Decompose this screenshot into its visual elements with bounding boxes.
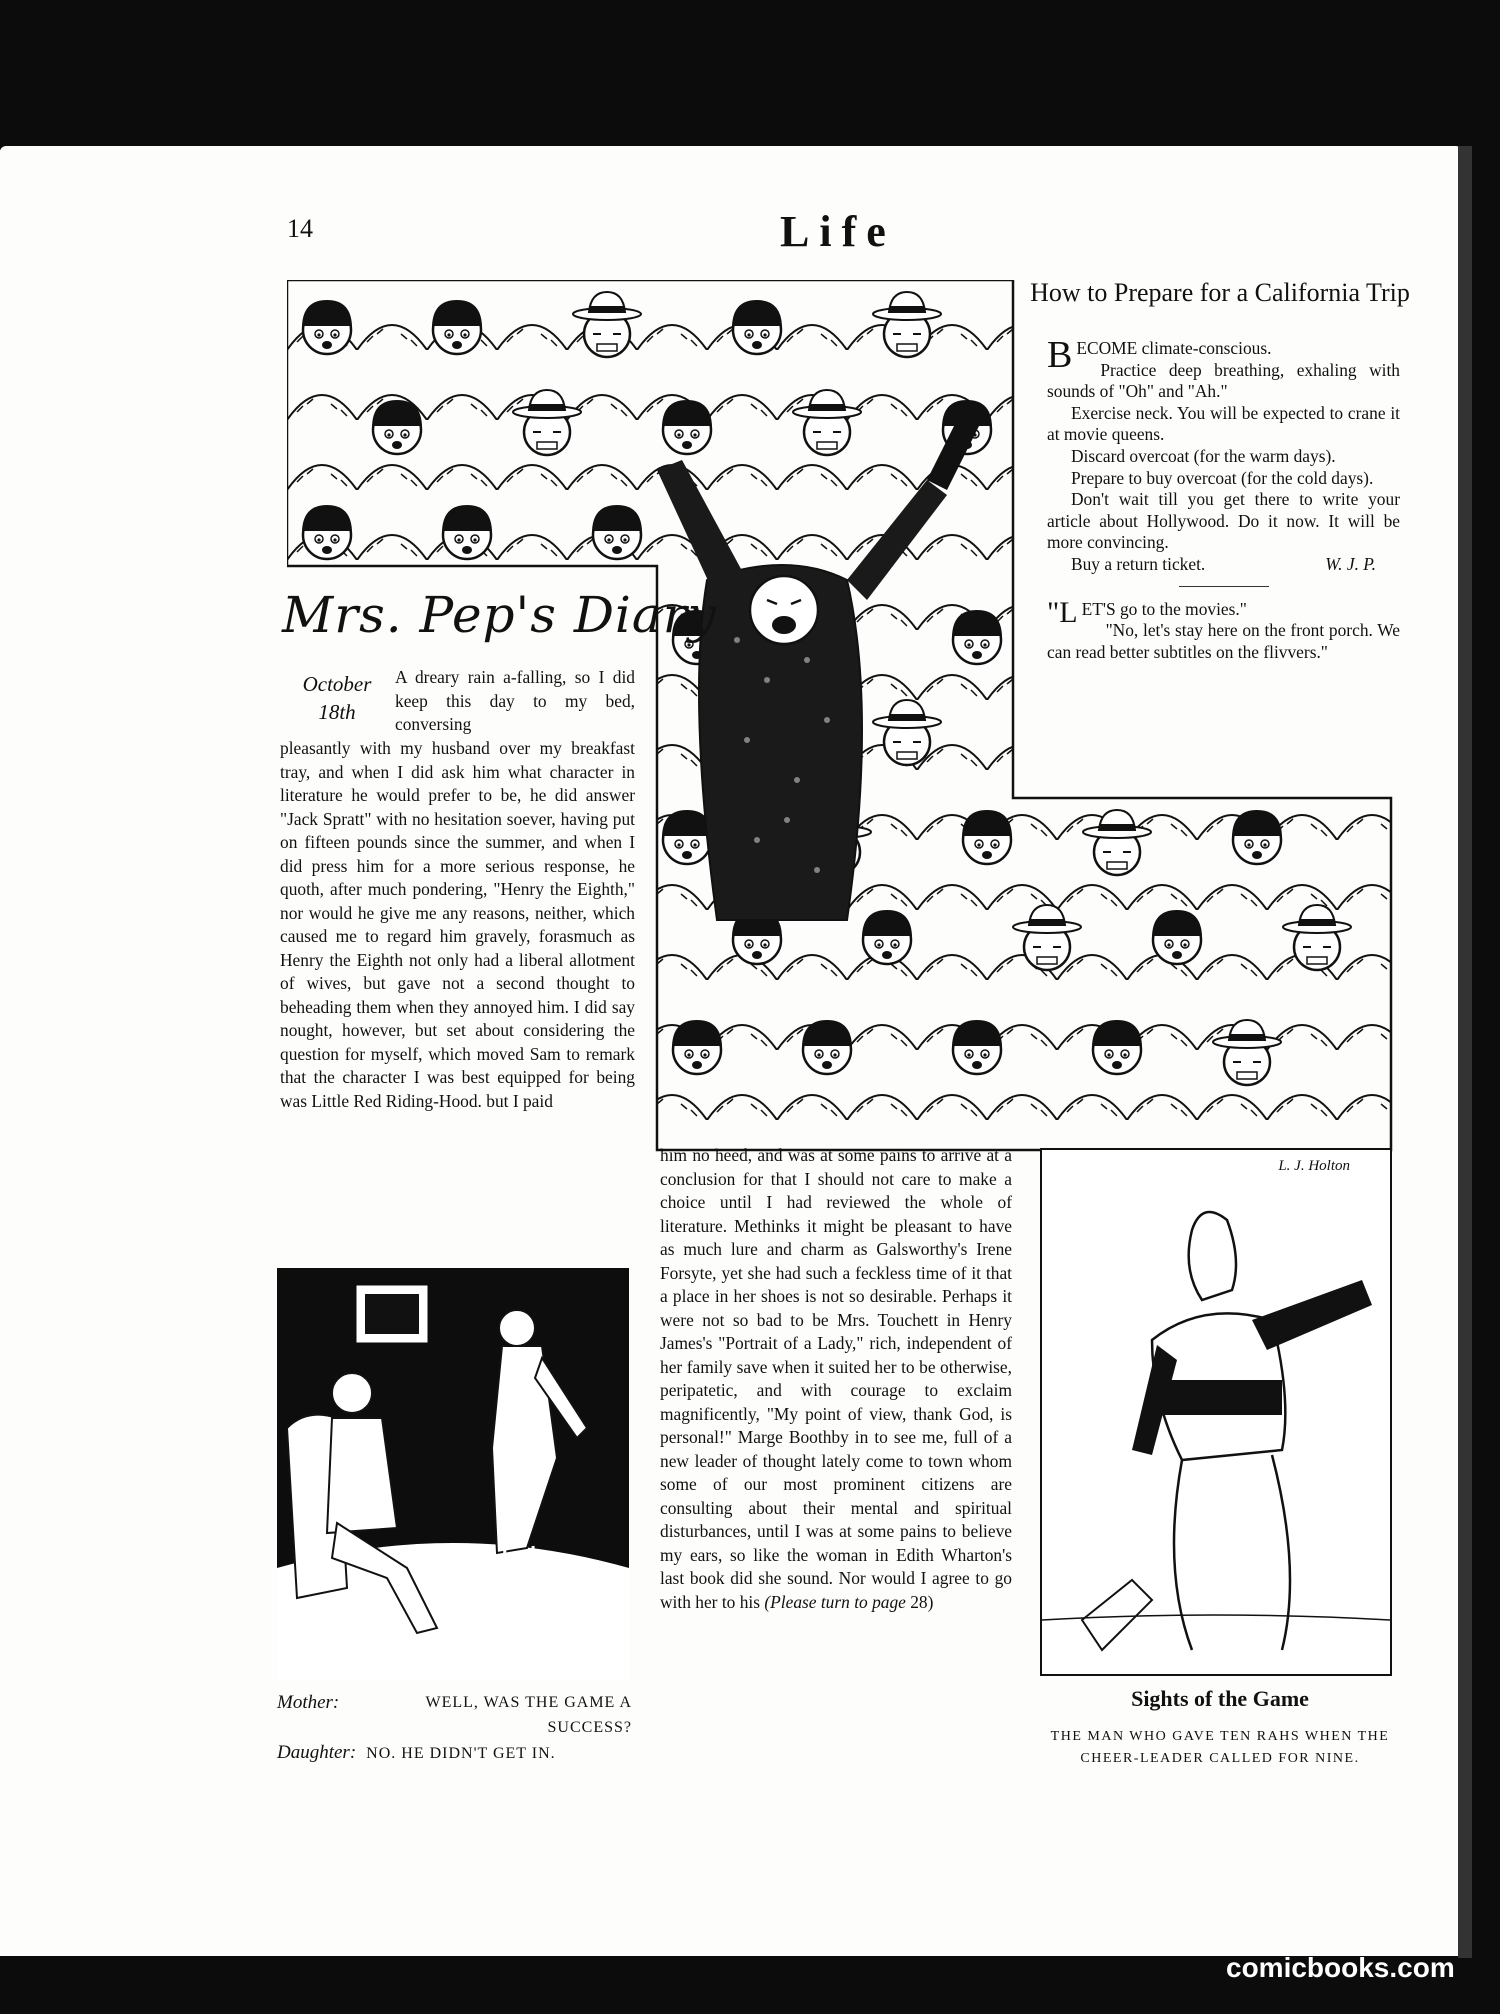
sidebar-line: ECOME climate-conscious. [1076,338,1272,358]
caption-daughter-label: Daughter: [277,1742,357,1763]
sidebar-dropcap: B [1047,334,1073,376]
cartoon-caption [277,1690,632,1766]
divider-rule [1179,586,1269,587]
masthead: Life [780,207,896,256]
diary-column-2-text: him no heed, and was at some pains to arrive at a conclusion for that I should not care to make a choice until I had reviewed the whole of literature. Methinks it might be pleasant to have as much lure and charm as Galsworthy's Irene Forsyte, yet she had such a feckless time of it that a place in her shoes is not so desirable. Perhaps it were not so bad to be Mrs. Touchett in Henry James's "Portrait of a Lady," rich, independent of her family save when it suited her to be otherwise, peripatetic, and with courage to exclaim magnificently, "My point of view, thank God, is personal!" Marge Boothby in to see me, full of a new leader of thought lately come to town whom some of our most prominent citizens are consulting about their mental and spiritual disturbances, until I was at some pains to believe my ears, so like the woman in Edith Wharton's last book did she sound. Nor would I agree to go with her to his [660,1145,1012,1612]
sights-title: Sights of the Game [1131,1686,1309,1711]
diary-column-1: pleasantly with my husband over my breakfast tray, and when I did ask him what character in literature he would prefer to be, he did answer "Jack Spratt" with no hesitation soever, having put on fifteen pounds since the summer, and when I did press him for a more serious response, he quoth, after much pondering, "Henry the Eighth," nor would he give me any reasons, neither, which caused me to regard him gravely, forasmuch as Henry the Eighth not only had a liberal allotment of wives, but gave not a second thought to beheading them when they annoyed him. I did say nought, however, but set about considering the question for myself, which moved Sam to remark that the character I was best equipped for being was Little Red Riding-Hood. but I paid [280,738,635,1111]
sidebar-paragraph [1047,334,1400,376]
caption-daughter-line [277,1740,632,1766]
turn-page-number: 28) [910,1591,934,1612]
page-number: 14 [287,214,313,243]
sights-caption: THE MAN WHO GAVE TEN RAHS WHEN THE CHEER-LEADER CALLED FOR NINE. [1050,1729,1390,1766]
cheerleader-illustration [1042,1150,1390,1674]
caption-mother-text: WELL, WAS THE GAME A SUCCESS? [425,1694,632,1736]
caption-mother-label: Mother: [277,1692,340,1713]
sidebar-title: How to Prepare for a California Trip [1030,278,1410,307]
sidebar-paragraph: Practice deep breathing, exhaling with sounds of "Oh" and "Ah." [1047,359,1400,402]
watermark: comicbooks.com [1226,1952,1455,1983]
turn-page-note: (Please turn to page [764,1591,906,1612]
sidebar-paragraph: Prepare to buy overcoat (for the cold days). [1071,467,1374,488]
quote-dropcap: "L [1047,595,1078,629]
sidebar-body [1047,334,1400,663]
artist-signature: L. J. Holton [1278,1158,1350,1174]
quote-paragraph [1047,595,1400,629]
sidebar-paragraph: Don't wait till you get there to write your article about Hollywood. Do it now. It will be more convincing. [1047,489,1400,553]
mother-daughter-cartoon [277,1268,629,1680]
caption-mother-line [277,1690,632,1740]
cheerleader-cartoon-frame [1040,1148,1392,1676]
sidebar-line: Buy a return ticket. [1071,553,1206,574]
page-spine-shadow [1458,146,1472,1958]
sidebar-paragraph: Discard overcoat (for the warm days). [1071,445,1336,466]
diary-column-2 [660,1144,1012,1614]
diary-title: Mrs. Pep's Diary [282,586,717,644]
sidebar-paragraph: Exercise neck. You will be expected to crane it at movie queens. [1047,402,1400,445]
diary-column-head: A dreary rain a-falling, so I did keep this day to my bed, conversing [395,667,635,734]
caption-daughter-text: NO. HE DIDN'T GET IN. [366,1745,556,1762]
quote-line: ET'S go to the movies." [1081,598,1247,619]
sidebar-signature: W. J. P. [1325,553,1376,574]
sidebar-paragraph [1047,554,1400,576]
diary-date: October 18th [302,672,372,724]
quote-paragraph: "No, let's stay here on the front porch. We can read better subtitles on the flivvers." [1047,620,1400,662]
